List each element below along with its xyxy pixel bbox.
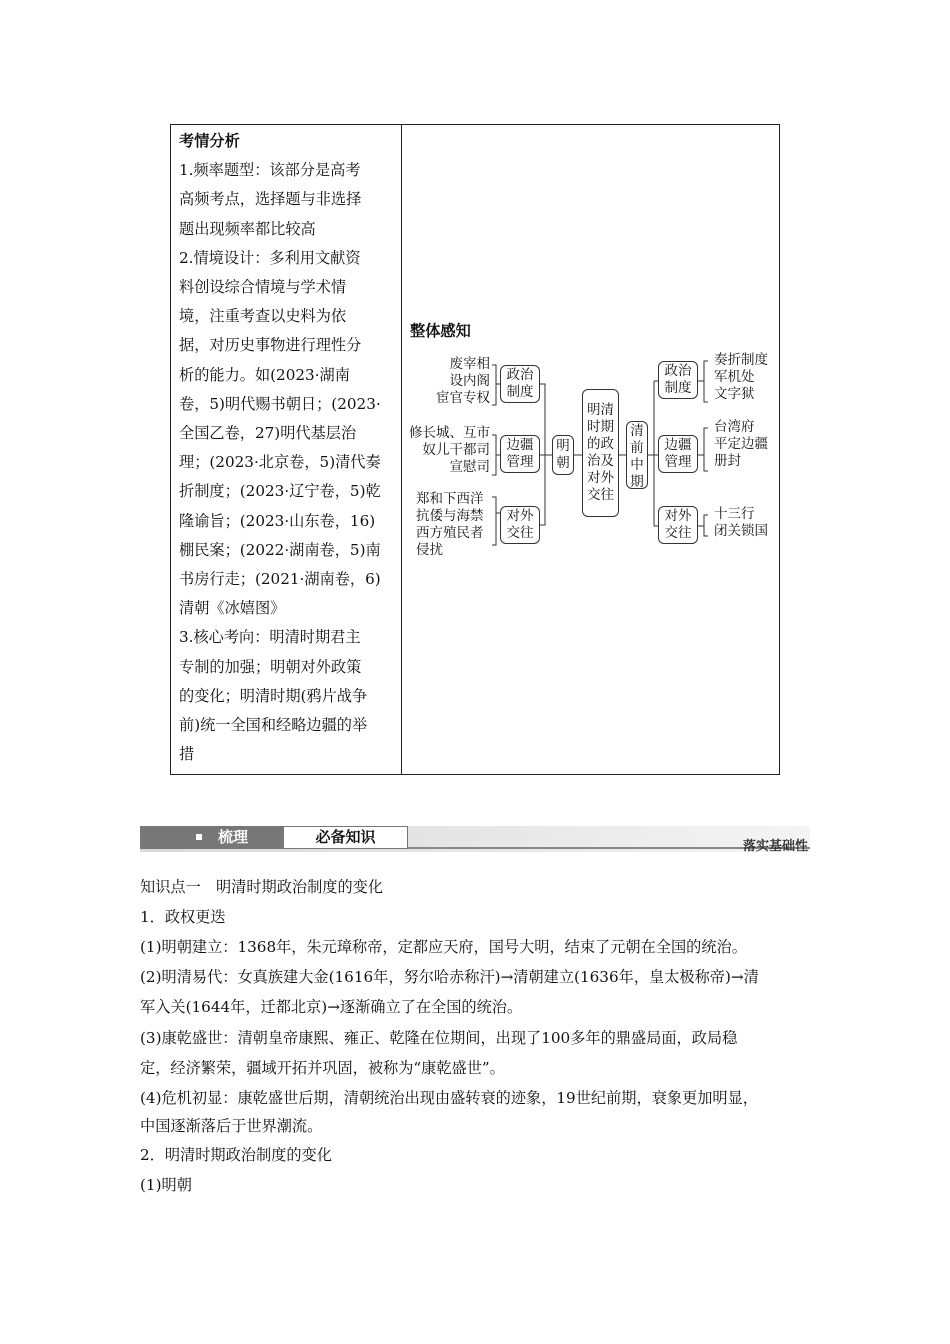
box-label: 对外 [506,508,534,524]
paragraph: 军入关(1644年，迁都北京)→逐渐确立了在全国的统治。 [140,998,523,1016]
box-label: 制度 [506,384,534,400]
subsection-heading: 2．明清时期政治制度的变化 [140,1146,332,1164]
banner-right-label: 落实基础性 [742,839,808,854]
box-label: 制度 [664,380,692,396]
diagram-item: 宦官专权 [436,390,490,406]
knowledge-point-title: 知识点一 明清时期政治制度的变化 [140,878,383,896]
banner-tab-light [283,826,408,849]
diagram-item: 册封 [714,453,741,469]
exam-analysis-line: 措 [179,745,195,764]
center-topic-box [582,389,619,517]
ming-frontier-box [500,435,540,473]
box-label: 的政 [587,436,614,452]
bracket-line [704,515,708,536]
ming-label-box [552,435,574,475]
box-label: 明 [556,438,570,454]
diagram-item: 废宰相 [449,356,490,372]
exam-analysis-line: 前)统一全国和经略边疆的举 [179,716,368,735]
overview-heading: 整体感知 [410,322,471,340]
overview-cell [402,125,779,774]
box-label: 管理 [664,454,692,470]
diagram-item: 闭关锁国 [714,523,768,539]
exam-analysis-line: 书房行走；(2021·湖南卷，6) [179,570,381,589]
box-label: 中 [630,457,644,473]
exam-analysis-line: 棚民案；(2022·湖南卷，5)南 [179,540,381,559]
box-label: 清 [630,423,644,439]
exam-analysis-line: 折制度；(2023·辽宁卷，5)乾 [179,482,381,501]
diagram-item: 郑和下西洋 [416,491,484,507]
exam-analysis-line: 料创设综合情境与学术情 [179,278,347,297]
box-label: 政治 [664,363,692,379]
diagram-item: 修长城、互市 [409,425,490,441]
box-label: 管理 [506,454,534,470]
banner-tab-dark [140,826,283,849]
exam-analysis-line: 境，注重考查以史料为依 [179,307,347,326]
diagram-item: 奏折制度 [714,352,768,368]
diagram-item: 军机处 [714,369,755,385]
exam-analysis-line: 据，对历史事物进行理性分 [179,336,362,355]
exam-analysis-line: 清朝《冰嬉图》 [179,599,286,618]
box-label: 期 [630,474,644,490]
paragraph: (4)危机初显：康乾盛世后期，清朝统治出现由盛转衰的迹象，19世纪前期，衰象更加明显， [140,1089,758,1107]
paragraph: (3)康乾盛世：清朝皇帝康熙、雍正、乾隆在位期间，出现了100多年的鼎盛局面，政局稳 [140,1029,738,1047]
exam-analysis-line: 专制的加强；明朝对外政策 [179,657,362,676]
qing-frontier-box [658,435,698,473]
exam-analysis-line: 卷，5)明代赐书朝日；(2023· [179,394,381,413]
ming-politics-items [402,356,490,407]
exam-analysis-line: 析的能力。如(2023·湖南 [179,365,350,384]
ming-frontier-items [402,425,490,476]
diagram-item: 十三行 [714,506,755,522]
box-label: 交往 [664,525,692,541]
box-label: 政治 [506,367,534,383]
paragraph: (2)明清易代：女真族建大金(1616年，努尔哈赤称汗)→清朝建立(1636年，皇太极称帝)→清 [140,968,759,986]
square-bullet-icon [196,834,202,840]
paragraph: (1)明朝 [140,1176,192,1194]
ming-politics-box [500,365,540,403]
box-label: 边疆 [506,437,534,453]
concept-diagram [402,125,779,774]
diagram-item: 设内阁 [449,373,490,389]
paragraph: 定，经济繁荣，疆域开拓并巩固，被称为“康乾盛世”。 [140,1059,505,1077]
section-banner [140,826,810,854]
ming-foreign-box [500,506,540,544]
box-label: 边疆 [664,437,692,453]
bracket-line [704,361,708,402]
info-table [170,124,780,775]
diagram-item: 台湾府 [714,419,755,435]
diagram-item: 平定边疆 [714,436,768,452]
diagram-item: 西方殖民者 [416,525,484,541]
qing-foreign-box [658,506,698,544]
qing-foreign-items [714,506,778,540]
exam-analysis-line: 全国乙卷，27)明代基层治 [179,424,357,443]
subsection-heading: 1．政权更迭 [140,908,226,926]
box-label: 时期 [587,419,614,435]
banner-tab-light-label: 必备知识 [315,828,376,846]
box-label: 前 [630,440,644,456]
diagram-item: 侵扰 [416,542,443,558]
paragraph: (1)明朝建立：1368年，朱元璋称帝，定都应天府，国号大明，结束了元朝在全国的统治。 [140,938,747,956]
exam-analysis-line: 2.情境设计：多利用文献资 [179,248,361,267]
paragraph: 中国逐渐落后于世界潮流。 [140,1117,323,1135]
diagram-item: 文字狱 [714,386,755,402]
box-label: 明清 [587,402,614,418]
ming-foreign-items [416,491,496,559]
box-label: 对外 [587,470,614,486]
diagram-item: 抗倭与海禁 [416,508,484,524]
exam-analysis-line: 隆谕旨；(2023·山东卷，16) [179,511,376,530]
exam-analysis-text [179,127,395,769]
banner-tab-dark-label: 梳理 [218,828,249,846]
qing-politics-items [714,352,778,403]
exam-analysis-line: 高频考点，选择题与非选择 [179,190,362,209]
box-label: 治及 [587,453,614,469]
qing-frontier-items [714,419,778,470]
qing-politics-box [658,361,698,399]
exam-analysis-cell [171,125,402,774]
exam-analysis-line: 题出现频率都比较高 [179,219,316,238]
box-label: 交往 [587,487,614,503]
qing-label-box [626,421,648,489]
box-label: 对外 [664,508,692,524]
box-label: 朝 [556,455,570,471]
exam-analysis-line: 理；(2023·北京卷，5)清代奏 [179,453,381,472]
diagram-item: 奴儿干都司 [422,442,490,458]
box-label: 交往 [506,525,534,541]
exam-analysis-heading: 考情分析 [179,132,240,150]
exam-analysis-line: 的变化；明清时期(鸦片战争 [179,686,368,705]
exam-analysis-line: 3.核心考向：明清时期君主 [179,628,361,647]
exam-analysis-line: 1.频率题型：该部分是高考 [179,161,361,180]
bracket-line [492,435,496,475]
bracket-line [704,428,708,471]
bracket-line [492,365,496,405]
diagram-item: 宣慰司 [449,459,490,475]
